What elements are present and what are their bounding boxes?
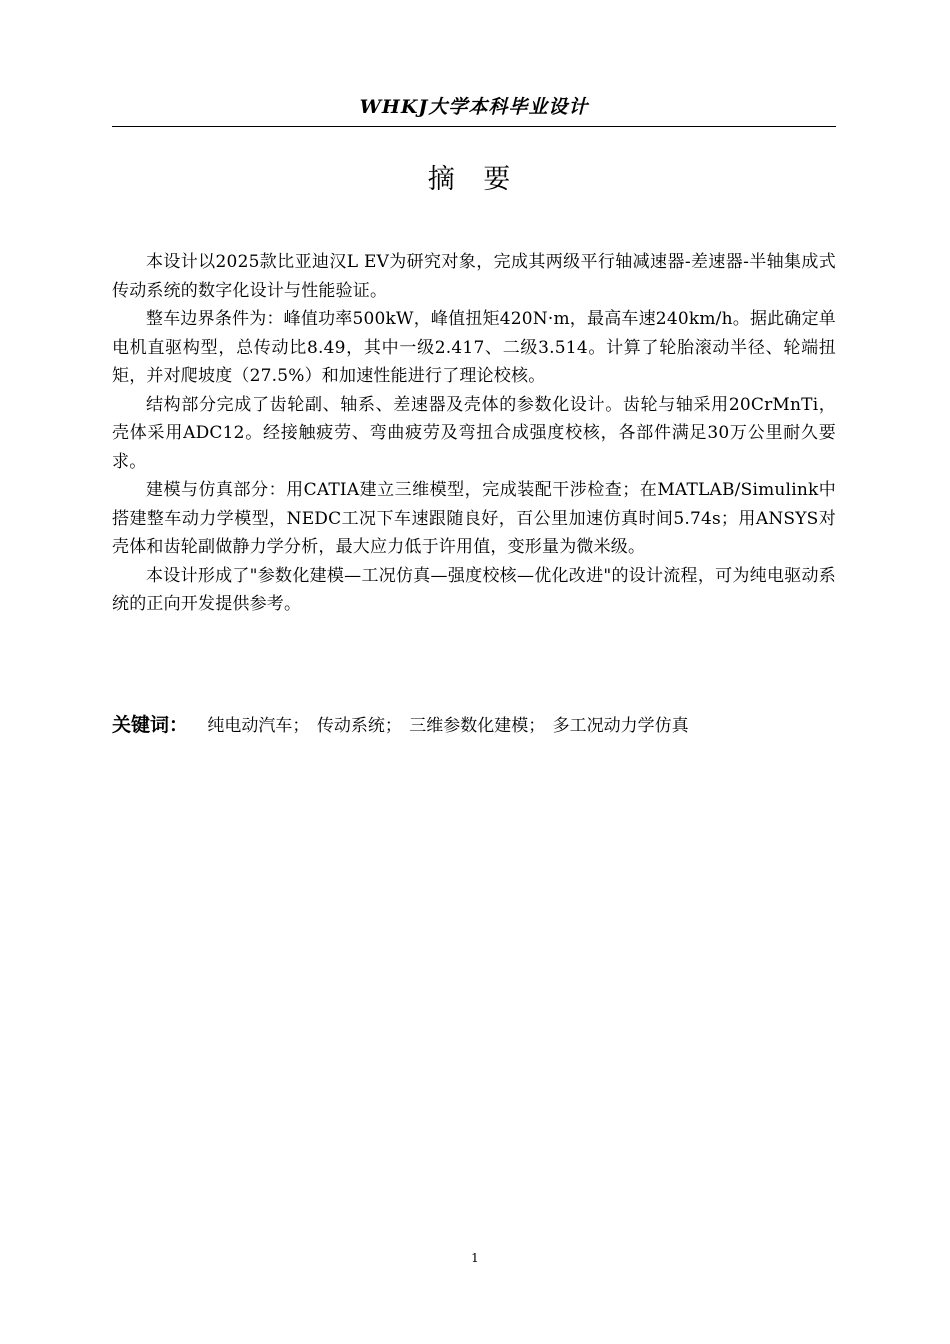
keywords-label: 关键词： [112, 714, 189, 736]
abstract-title: 摘 要 [427, 164, 521, 195]
keyword-item: 纯电动汽车； [207, 716, 310, 736]
abstract-paragraph-1: 本设计以2025款比亚迪汉L EV为研究对象，完成其两级平行轴减速器-差速器-半轴集成式传动系统的数字化设计与性能验证。 [112, 252, 836, 301]
keyword-item: 传动系统； [316, 716, 402, 736]
keyword-item: 三维参数化建模； [409, 716, 546, 736]
abstract-paragraph-3: 结构部分完成了齿轮副、轴系、差速器及壳体的参数化设计。齿轮与轴采用20CrMnTi，壳体采用ADC12。经接触疲劳、弯曲疲劳及弯扭合成强度校核，各部件满足30万公里耐久要求。 [112, 394, 836, 472]
page-number: 1 [471, 1251, 479, 1265]
abstract-body [112, 248, 836, 619]
keyword-item: 多工况动力学仿真 [552, 716, 689, 736]
header-title: WHKJ大学本科毕业设计 [359, 96, 589, 118]
abstract-paragraph-4: 建模与仿真部分：用CATIA建立三维模型，完成装配干涉检查；在MATLAB/Simulink中搭建整车动力学模型，NEDC工况下车速跟随良好，百公里加速仿真时间5.74s；用ANSYS对壳体和齿轮副做静力学分析，最大应力低于许用值，变形量为微米级。 [112, 480, 836, 557]
abstract-paragraph-5: 本设计形成了"参数化建模—工况仿真—强度校核—优化改进"的设计流程，可为纯电驱动系统的正向开发提供参考。 [112, 565, 836, 614]
page-header [112, 94, 836, 127]
abstract-paragraph-2: 整车边界条件为：峰值功率500kW，峰值扭矩420N·m，最高车速240km/h。据此确定单电机直驱构型，总传动比8.49，其中一级2.417、二级3.514。计算了轮胎滚动半径、轮端扭矩，并对爬坡度（27.5%）和加速性能进行了理论校核。 [112, 309, 836, 386]
keywords-line [112, 711, 836, 740]
